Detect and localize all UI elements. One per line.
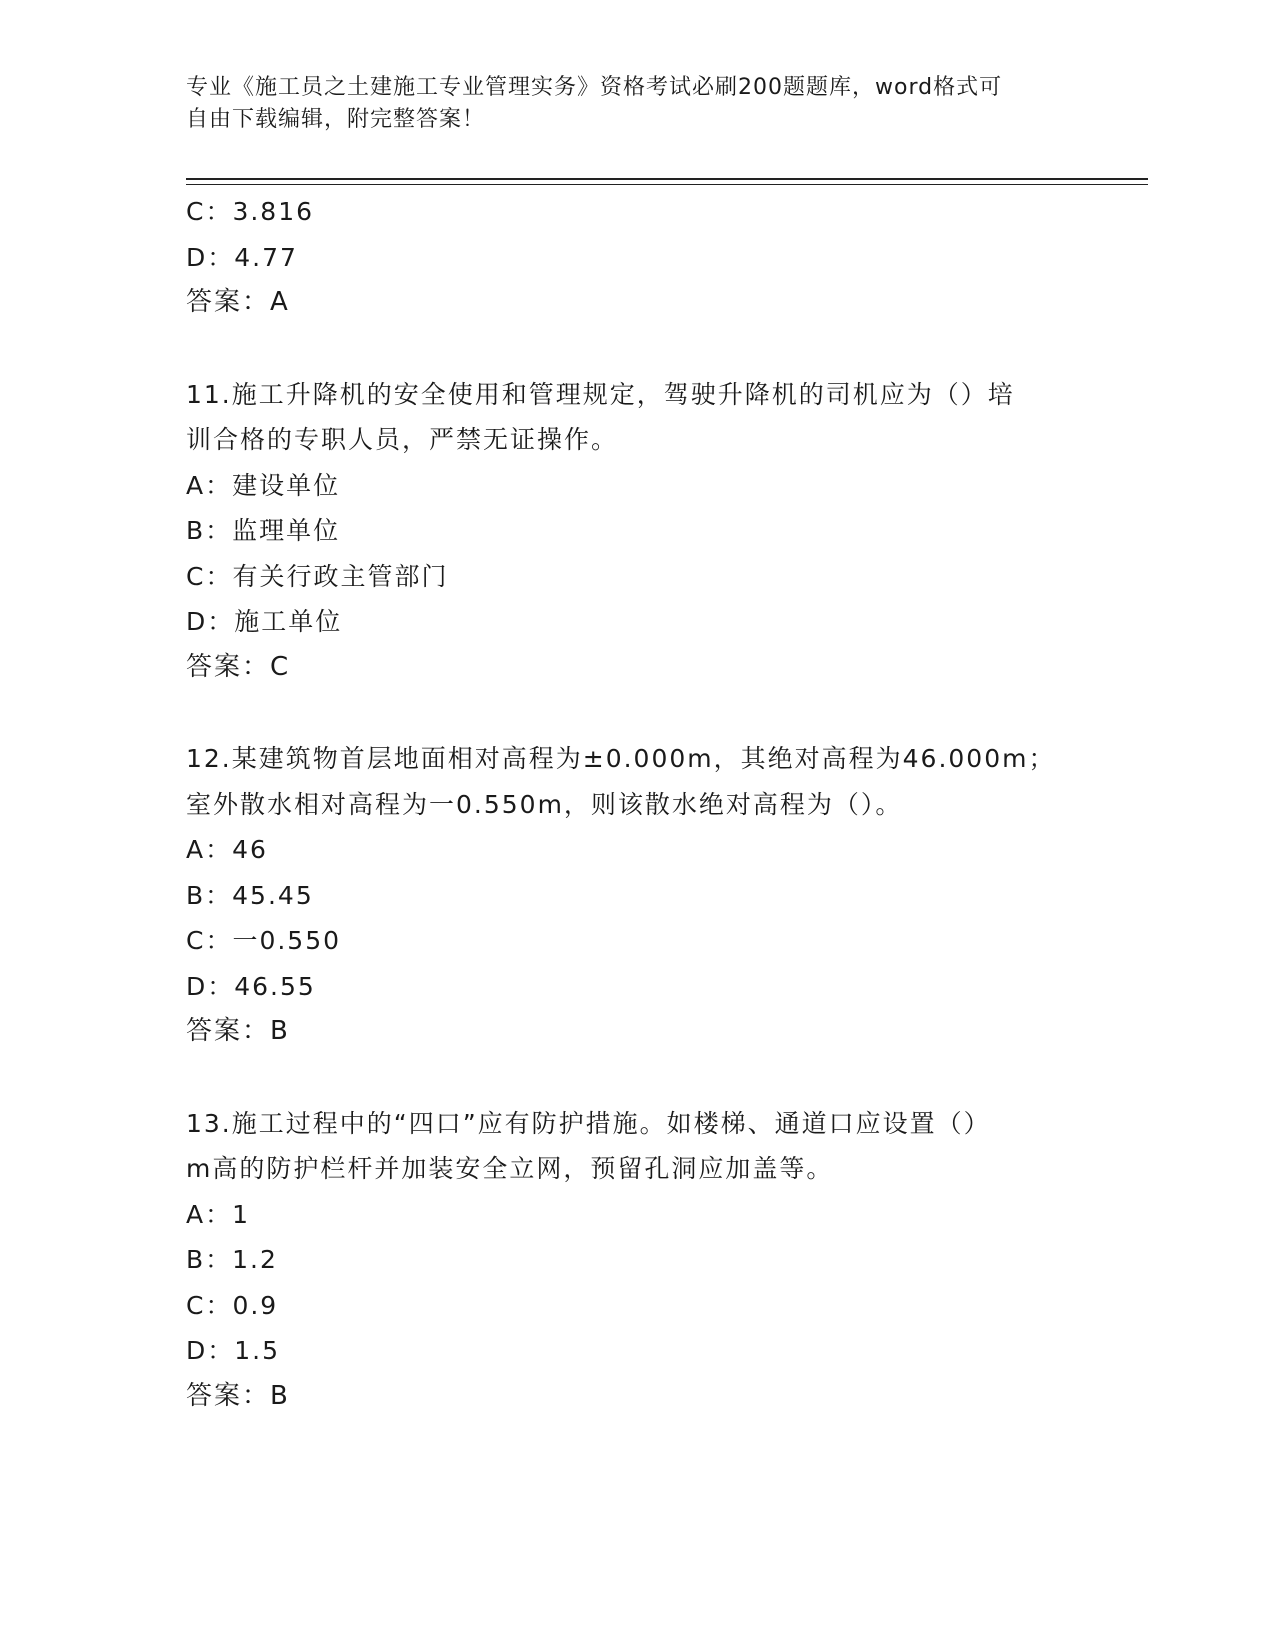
- question-text-line-1: 11.施工升降机的安全使用和管理规定，驾驶升降机的司机应为（）培: [186, 379, 1015, 409]
- question-11: [186, 372, 1086, 691]
- option-b: B：45.45: [186, 880, 314, 910]
- option-c: C：0.9: [186, 1290, 279, 1320]
- question-12: [186, 736, 1086, 1055]
- question-text-line-2: 室外散水相对高程为一0.550m，则该散水绝对高程为（）。: [186, 789, 903, 819]
- spacer: [186, 326, 1086, 372]
- question-content: [186, 189, 1086, 1419]
- question-13: [186, 1101, 1086, 1420]
- option-c: C：3.816: [186, 197, 315, 226]
- answer-line: 答案：B: [186, 1016, 290, 1046]
- option-b: B：监理单位: [186, 516, 341, 545]
- question-text-line-1: 13.施工过程中的“四口”应有防护措施。如楼梯、通道口应设置（）: [186, 1108, 991, 1138]
- option-c: C：一0.550: [186, 926, 342, 955]
- header-divider-thin: [186, 184, 1148, 185]
- answer-line: 答案：A: [186, 287, 290, 317]
- option-b: B：1.2: [186, 1245, 278, 1274]
- option-d: D：施工单位: [186, 607, 343, 636]
- answer-line: 答案：C: [186, 651, 291, 682]
- previous-question-tail: [186, 189, 1086, 326]
- option-d: D：1.5: [186, 1336, 281, 1365]
- option-a: A：46: [186, 835, 268, 864]
- option-a: A：1: [186, 1199, 251, 1229]
- page-header: [186, 72, 1066, 136]
- option-d: D：4.77: [186, 242, 298, 272]
- header-line-2: 自由下载编辑，附完整答案！: [186, 107, 486, 132]
- question-text-line-2: m高的防护栏杆并加装安全立网，预留孔洞应加盖等。: [186, 1154, 834, 1183]
- question-text-line-2: 训合格的专职人员，严禁无证操作。: [186, 425, 619, 454]
- option-c: C：有关行政主管部门: [186, 561, 449, 591]
- option-a: A：建设单位: [186, 470, 341, 500]
- spacer: [186, 690, 1086, 736]
- question-text-line-1: 12.某建筑物首层地面相对高程为±0.000m，其绝对高程为46.000m；: [186, 744, 1056, 773]
- spacer: [186, 1055, 1086, 1101]
- option-d: D：46.55: [186, 971, 316, 1001]
- answer-line: 答案：B: [186, 1380, 290, 1411]
- header-line-1: 专业《施工员之土建施工专业管理实务》资格考试必刷200题题库，word格式可: [186, 75, 1003, 100]
- header-divider-thick: [186, 178, 1148, 180]
